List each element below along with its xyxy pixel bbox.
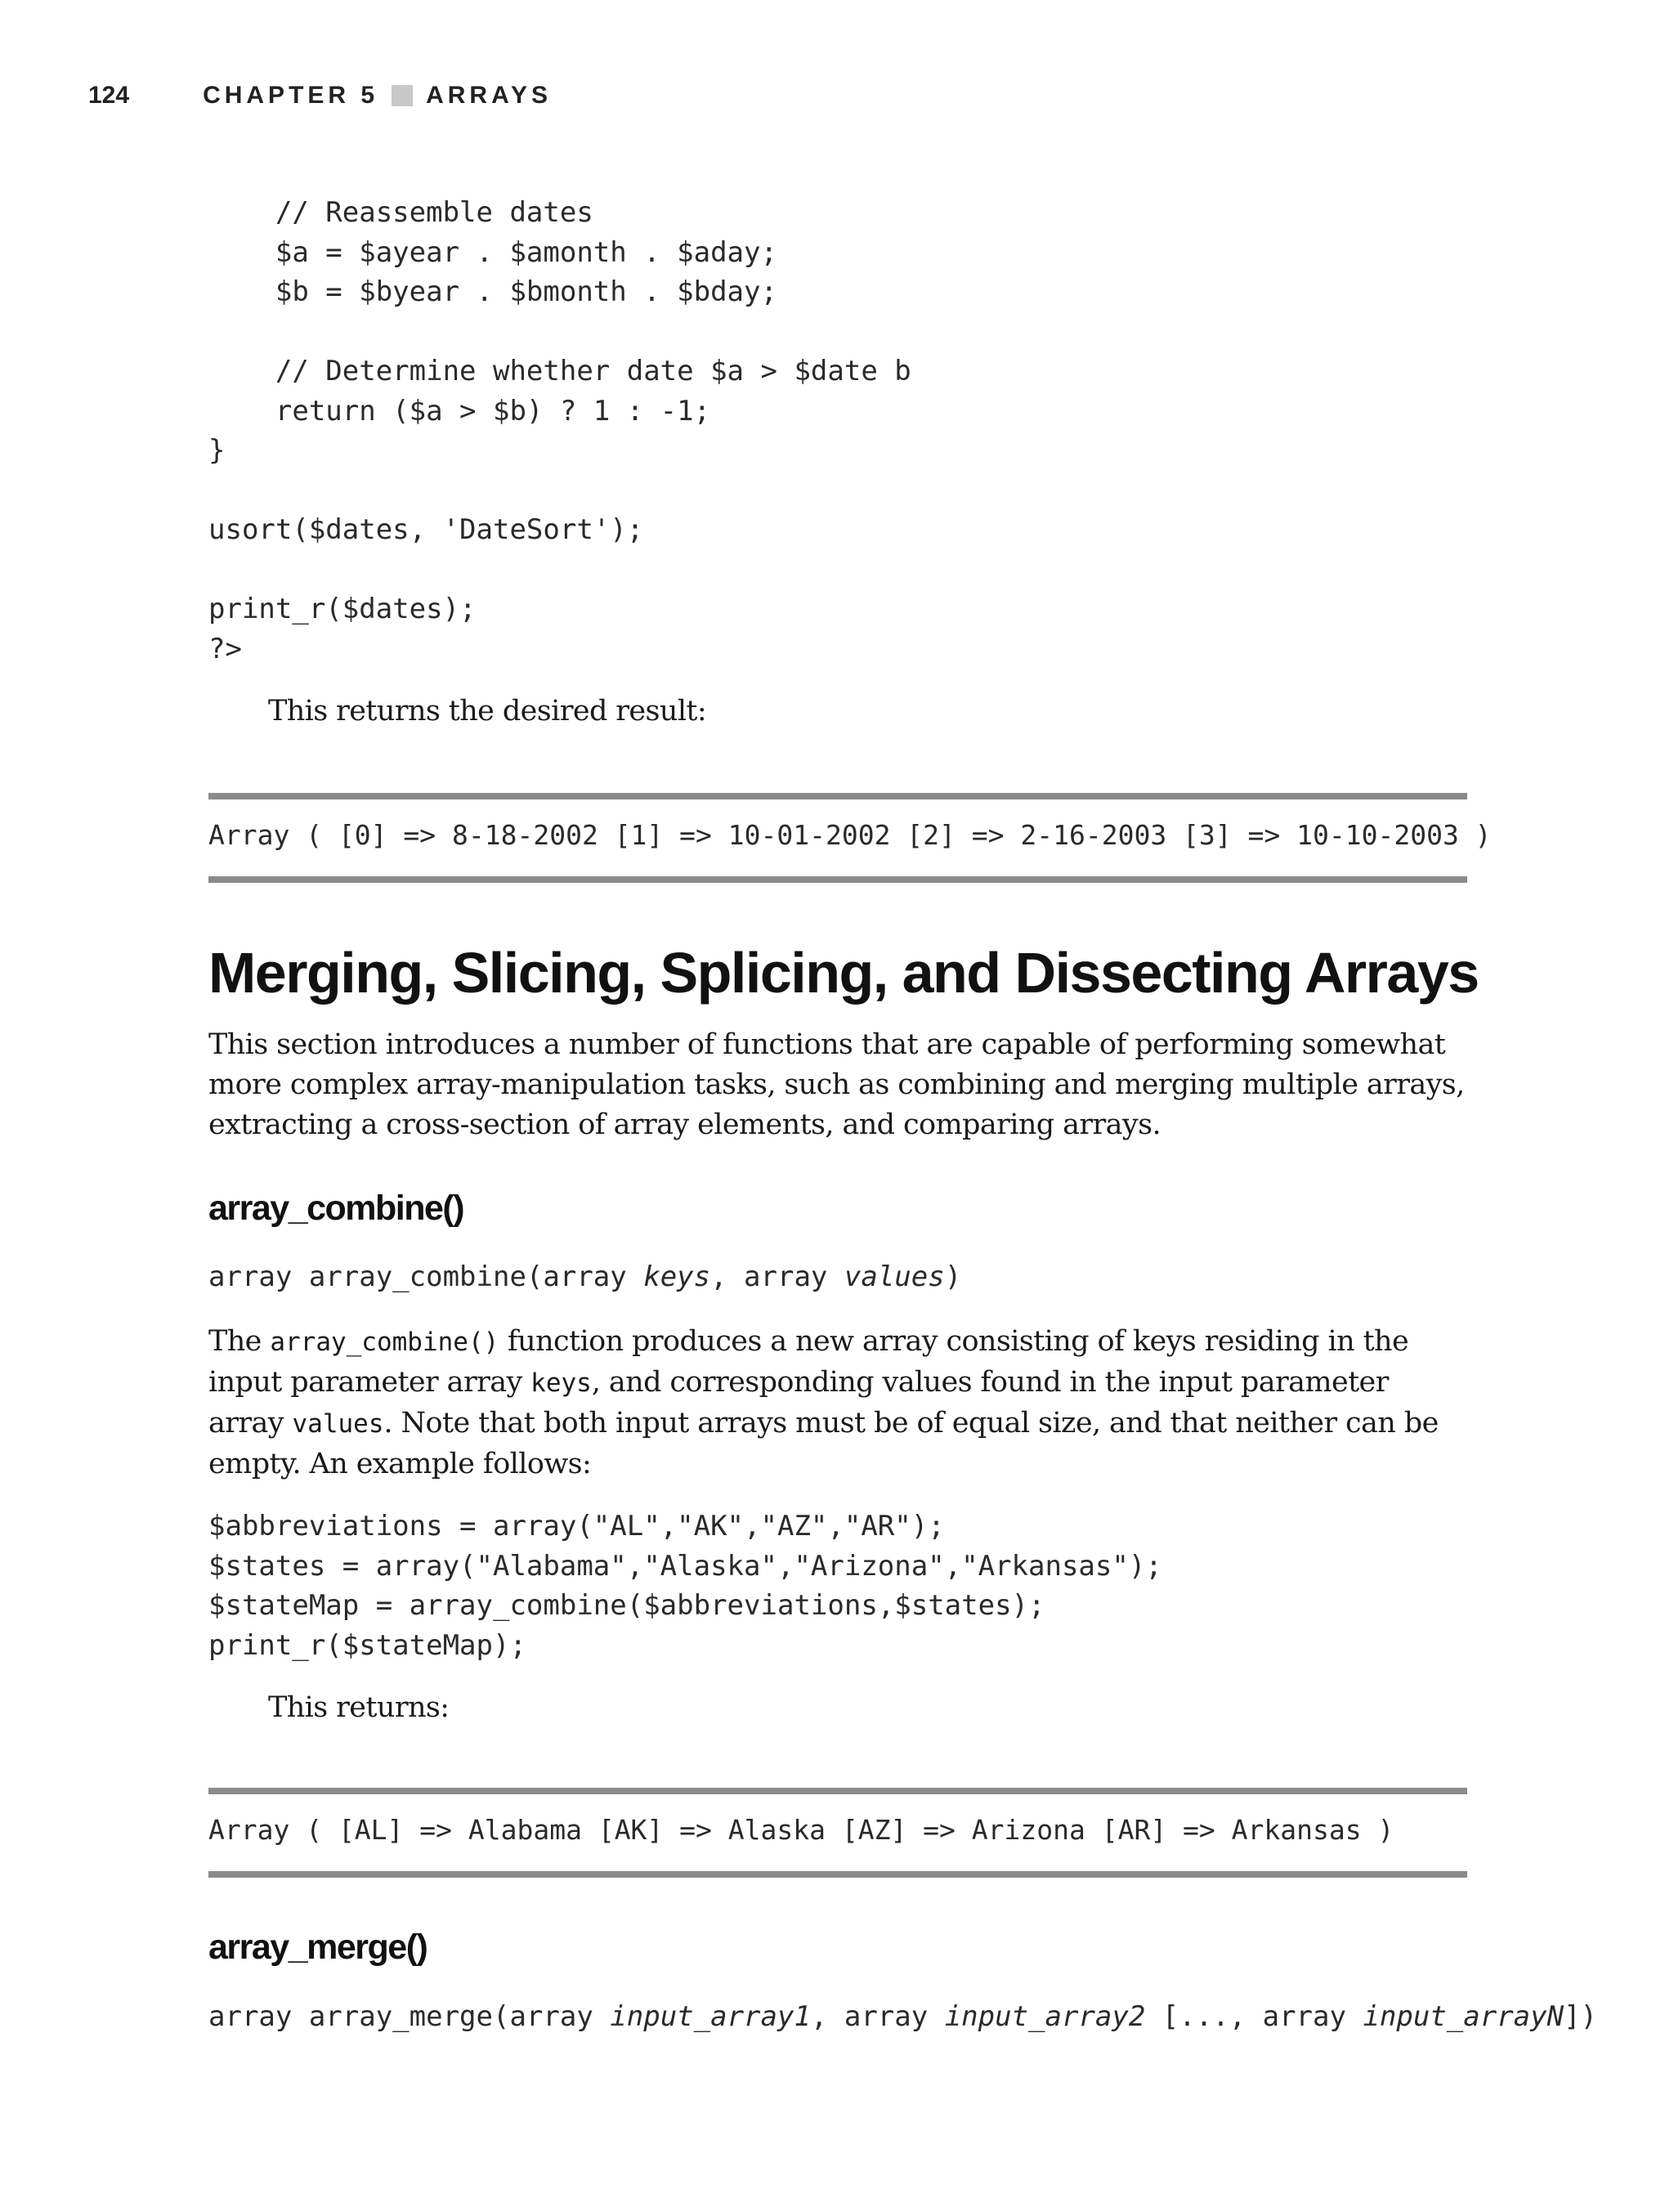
sig-param-values: values [844, 1260, 945, 1293]
section-heading: Merging, Slicing, Splicing, and Dissecting Arrays [208, 941, 1479, 1005]
array-combine-heading: array_combine() [208, 1189, 464, 1228]
inline-code: array_combine() [270, 1328, 499, 1357]
array-combine-returns-text: This returns: [268, 1691, 450, 1724]
page-number: 124 [88, 82, 130, 109]
array-combine-description [208, 1322, 1467, 1484]
array-merge-signature [208, 2000, 1597, 2033]
chapter-title: ARRAYS [426, 82, 553, 109]
sig-text: ) [944, 1260, 962, 1293]
sig-param-input-array2: input_array2 [944, 2000, 1146, 2033]
array-combine-signature [208, 1260, 961, 1293]
code-block-array-combine: $abbreviations = array("AL","AK","AZ","AR"); $states = array("Alabama","Alaska","Arizona","Arkansas"); $stateMap = array_combine($abbreviations,$states); print_r($stateMap); [208, 1510, 1162, 1662]
sig-text: array array_combine(array [208, 1260, 644, 1293]
sig-param-input-array1: input_array1 [610, 2000, 811, 2033]
desc-text: function produces a new array consisting of keys residing in the input parameter array [208, 1325, 1409, 1399]
sig-text: array array_merge(array [208, 2000, 611, 2033]
output-dates: Array ( [0] => 8-18-2002 [1] => 10-01-2002 [2] => 2-16-2003 [3] => 10-10-2003 ) [208, 819, 1492, 851]
sig-param-keys: keys [643, 1260, 711, 1293]
sig-text: [..., array [1145, 2000, 1363, 2033]
running-header [88, 82, 552, 110]
code-block-datesort-end: // Reassemble dates $a = $ayear . $amonth . $aday; $b = $byear . $bmonth . $bday; // Determine whether date $a > $date b return ($a > $b) ? 1 : -1; } usort($dates, 'DateSort'); print_r($dates); ?> [208, 196, 911, 665]
inline-code: values [292, 1409, 384, 1439]
sig-text: , array [810, 2000, 945, 2033]
output-box-statemap [208, 1788, 1467, 1878]
desc-text: The [208, 1325, 271, 1358]
sig-text: , array [710, 1260, 844, 1293]
chapter-label: CHAPTER 5 [203, 82, 379, 109]
desc-text: , and corresponding values found in the input parameter array [208, 1366, 1389, 1440]
section-intro-text: This section introduces a number of functions that are capable of performing somewhat more complex array-manipulation tasks, such as combining and merging multiple arrays, extracting a cross-section of array elements, and comparing arrays. [208, 1028, 1465, 1141]
header-separator-square [392, 85, 413, 106]
sig-param-input-arrayn: input_arrayN [1363, 2000, 1564, 2033]
output-statemap: Array ( [AL] => Alabama [AK] => Alaska [AZ] => Arizona [AR] => Arkansas ) [208, 1814, 1394, 1846]
array-merge-heading: array_merge() [208, 1928, 427, 1967]
sig-text: ]) [1564, 2000, 1598, 2033]
inline-code: keys [530, 1368, 592, 1398]
result-intro-text: This returns the desired result: [268, 695, 707, 728]
desc-text: . Note that both input arrays must be of equal size, and that neither can be empty. An example follows: [208, 1407, 1439, 1480]
output-box-dates [208, 793, 1492, 883]
